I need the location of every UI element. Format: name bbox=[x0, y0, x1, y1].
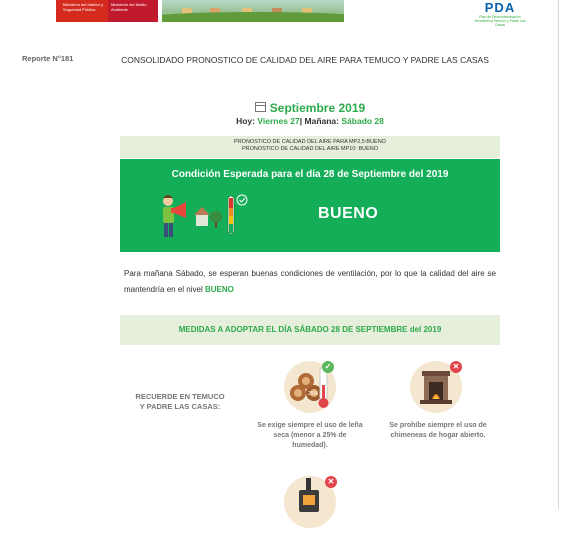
report-number: Reporte N°181 bbox=[22, 54, 74, 63]
prohibited-badge-icon: ✕ bbox=[450, 361, 462, 373]
thermometer-percent: 25% bbox=[308, 391, 319, 397]
person-megaphone-icon bbox=[156, 190, 248, 240]
condition-level: BUENO bbox=[318, 205, 379, 222]
day-line bbox=[120, 116, 500, 126]
today-label: Hoy: bbox=[236, 116, 255, 126]
report-title: CONSOLIDADO PRONOSTICO DE CALIDAD DEL AIRE PARA TEMUCO Y PADRE LAS CASAS bbox=[121, 55, 489, 65]
check-badge-icon: ✓ bbox=[322, 361, 334, 373]
page-edge-divider bbox=[558, 0, 559, 509]
month-label: Septiembre 2019 bbox=[269, 101, 366, 115]
condition-title: Condición Esperada para el día 28 de Septiembre del 2019 bbox=[171, 169, 449, 180]
measure-caption-fireplace: Se prohíbe siempre el uso de chimeneas de hogar abierto. bbox=[389, 422, 487, 439]
forecast-mp25: PRONOSTICO DE CALIDAD DEL AIRE PARA MP2,5:BUENO bbox=[234, 139, 386, 145]
tomorrow-value: Sábado 28 bbox=[341, 116, 384, 126]
condition-panel bbox=[120, 159, 500, 252]
government-logo bbox=[56, 0, 158, 22]
ministry-environment-label: Ministerio del Medio Ambiente bbox=[108, 0, 158, 22]
prohibited-badge-icon-2: ✕ bbox=[325, 476, 337, 488]
today-value: Viernes 27 bbox=[257, 116, 300, 126]
paragraph-level: BUENO bbox=[204, 285, 234, 294]
month-heading bbox=[120, 101, 500, 115]
calendar-icon bbox=[255, 102, 266, 112]
day-separator: | bbox=[299, 116, 303, 126]
forecast-box bbox=[120, 136, 500, 158]
pda-logo bbox=[470, 0, 530, 26]
remember-label: RECUERDE EN TEMUCO Y PADRE LAS CASAS: bbox=[135, 392, 225, 411]
tomorrow-label: Mañana: bbox=[304, 116, 339, 126]
forecast-paragraph bbox=[124, 266, 496, 298]
measures-heading: MEDIDAS A ADOPTAR EL DÍA SÁBADO 28 DE SEPTIEMBRE del 2019 bbox=[120, 315, 500, 345]
ministry-interior-label: Ministerio del Interior y Seguridad Pública bbox=[60, 0, 108, 22]
measure-caption-firewood: Se exige siempre el uso de leña seca (menor a 25% de humedad). bbox=[257, 422, 363, 449]
paragraph-text: Para mañana Sábado, se esperan buenas condiciones de ventilación, por lo que la calidad del aire se mantendría en el nivel bbox=[124, 269, 496, 294]
pda-subtitle: Plan de Descontaminación Atmosférica Temuco y Padre Las Casas bbox=[474, 15, 526, 27]
forecast-mp10: PRONOSTICO DE CALIDAD DEL AIRE MP10: BUENO bbox=[241, 146, 379, 152]
pda-mark: PDA bbox=[484, 0, 516, 15]
header-banner-illustration bbox=[162, 0, 344, 22]
